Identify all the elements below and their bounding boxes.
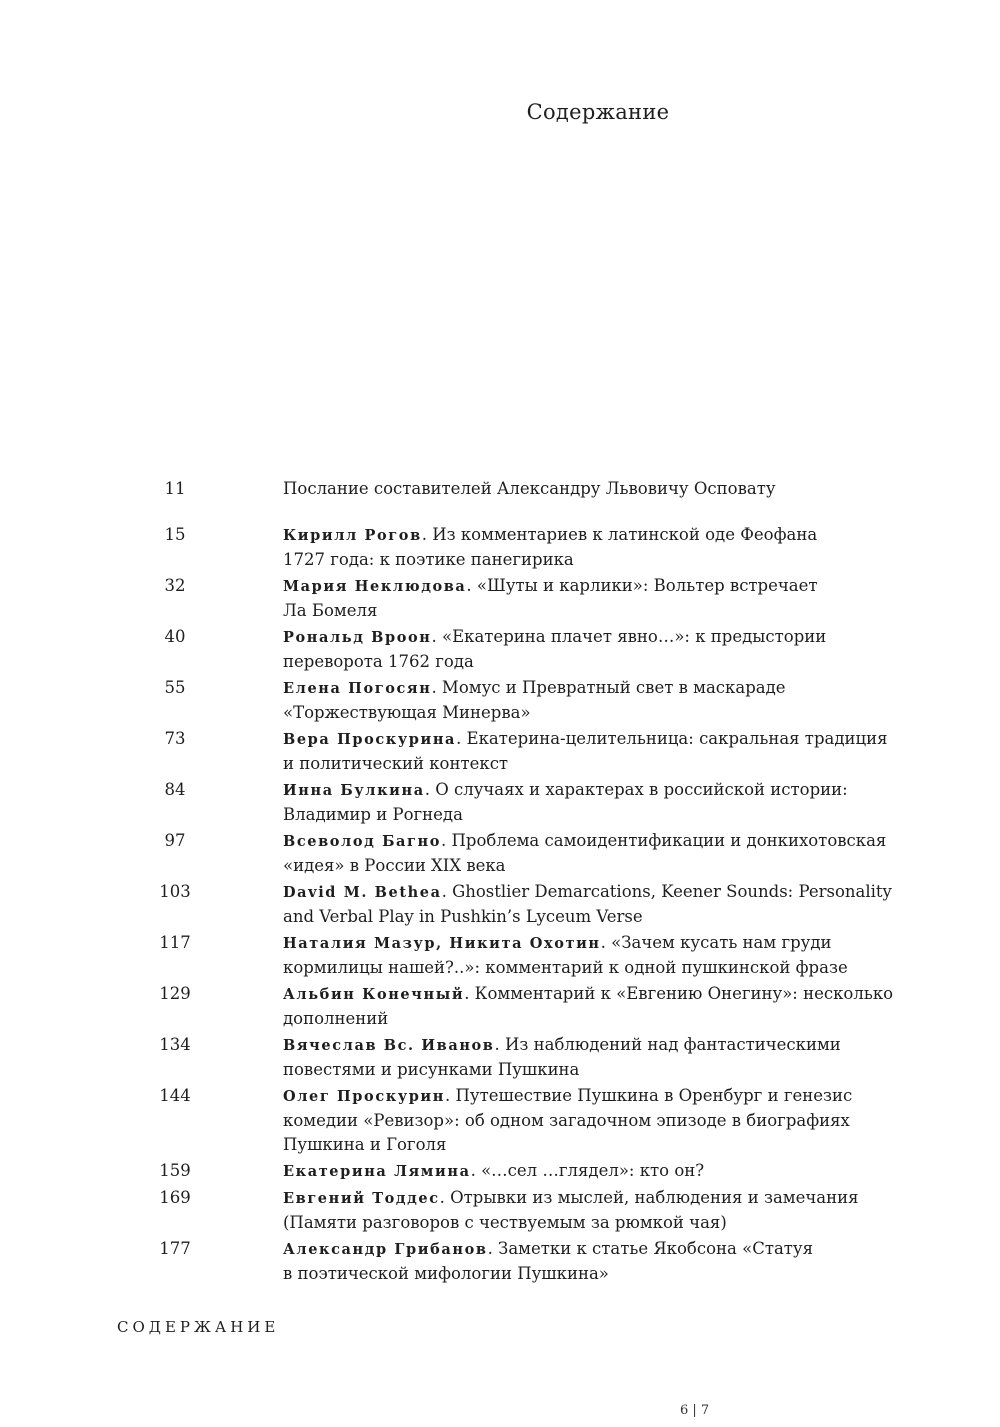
toc-title-text: «идея» в России XIX века [283, 856, 506, 875]
toc-author: Рональд Вроон [283, 629, 432, 646]
toc-entry [0, 1186, 1000, 1235]
toc-page-number: 144 [159, 1086, 191, 1105]
table-of-contents [0, 477, 1000, 1288]
toc-entry [0, 778, 1000, 827]
toc-title-text: . Проблема самоидентификации и донкихотовская [441, 831, 887, 850]
toc-entry-line [283, 778, 893, 803]
toc-entry-text [283, 880, 893, 929]
toc-entry-line [283, 676, 893, 701]
toc-page-number: 103 [159, 882, 191, 901]
toc-entry-line [283, 599, 893, 623]
toc-entry-line [283, 1084, 893, 1109]
toc-entry-text [283, 477, 893, 501]
toc-title-text: . Из комментариев к латинской оде Феофана [421, 525, 818, 544]
toc-entry-line [283, 752, 893, 776]
toc-entry [0, 574, 1000, 623]
toc-title-text: Пушкина и Гоголя [283, 1135, 447, 1154]
toc-author: Мария Неклюдова [283, 578, 467, 595]
toc-author: Инна Булкина [283, 782, 425, 799]
toc-entry-line [283, 548, 893, 572]
toc-author: Екатерина Лямина [283, 1163, 471, 1180]
toc-title-text: . Из наблюдений над фантастическими [494, 1035, 841, 1054]
toc-entry-line [283, 650, 893, 674]
toc-entry-line [283, 982, 893, 1007]
toc-title-text: повестями и рисунками Пушкина [283, 1060, 580, 1079]
toc-title-text: (Памяти разговоров с чествуемым за рюмкой чая) [283, 1213, 727, 1232]
toc-entry [0, 829, 1000, 878]
toc-entry-line [283, 625, 893, 650]
toc-page-number: 134 [159, 1035, 191, 1054]
toc-entry-line [283, 1133, 893, 1157]
toc-title-text: . «…сел …глядел»: кто он? [470, 1161, 705, 1180]
toc-entry-text [283, 1159, 893, 1184]
toc-page-number: 177 [159, 1239, 191, 1258]
toc-entry-text [283, 676, 893, 725]
toc-page-number: 40 [164, 627, 186, 646]
toc-entry-text [283, 1186, 893, 1235]
toc-title-text: and Verbal Play in Pushkin’s Lyceum Verse [283, 907, 643, 926]
toc-page-number: 73 [164, 729, 186, 748]
toc-page-number: 15 [164, 525, 186, 544]
toc-entry-line [283, 1007, 893, 1031]
toc-entry-text [283, 931, 893, 980]
toc-title-text: «Торжествующая Минерва» [283, 703, 531, 722]
toc-entry [0, 1033, 1000, 1082]
toc-author: Елена Погосян [283, 680, 432, 697]
toc-title-text: и политический контекст [283, 754, 509, 773]
toc-page-number: 129 [159, 984, 191, 1003]
toc-entry-text [283, 1237, 893, 1286]
toc-title-text: . «Зачем кусать нам груди [600, 933, 832, 952]
toc-entry [0, 1159, 1000, 1184]
toc-entry [0, 880, 1000, 929]
toc-entry [0, 1084, 1000, 1157]
toc-entry-line [283, 523, 893, 548]
toc-entry-line [283, 1033, 893, 1058]
toc-entry-line [283, 1109, 893, 1133]
toc-author: Олег Проскурин [283, 1088, 446, 1105]
toc-entry-line [283, 1211, 893, 1235]
toc-title-text: кормилицы нашей?..»: комментарий к одной пушкинской фразе [283, 958, 848, 977]
toc-entry-line [283, 905, 893, 929]
toc-entry [0, 523, 1000, 572]
toc-author: David M. Bethea [283, 884, 442, 901]
toc-entry-text [283, 1084, 893, 1157]
toc-author: Альбин Конечный [283, 986, 465, 1003]
toc-title-text: . Екатерина-целительница: сакральная традиция [456, 729, 888, 748]
toc-author: Вера Проскурина [283, 731, 457, 748]
toc-entry-text [283, 625, 893, 674]
toc-entry-line [283, 1159, 893, 1184]
toc-entry-text [283, 574, 893, 623]
toc-entry [0, 931, 1000, 980]
toc-entry [0, 625, 1000, 674]
toc-title-text: 1727 года: к поэтике панегирика [283, 550, 574, 569]
toc-page-number: 169 [159, 1188, 191, 1207]
toc-page-number: 55 [164, 678, 186, 697]
toc-author: Кирилл Рогов [283, 527, 422, 544]
toc-title-text: Ла Бомеля [283, 601, 378, 620]
toc-title-text: в поэтической мифологии Пушкина» [283, 1264, 609, 1283]
toc-title-text: комедии «Ревизор»: об одном загадочном эпизоде в биографиях [283, 1111, 850, 1130]
toc-title-text: . Момус и Превратный свет в маскараде [431, 678, 786, 697]
toc-entry-text [283, 778, 893, 827]
toc-page-number: 32 [164, 576, 186, 595]
toc-entry-line [283, 701, 893, 725]
toc-page-number: 159 [159, 1161, 191, 1180]
toc-entry-text [283, 982, 893, 1031]
toc-entry [0, 982, 1000, 1031]
toc-title-text: . Отрывки из мыслей, наблюдения и замечания [439, 1188, 859, 1207]
page-title: Содержание [526, 100, 670, 124]
toc-page-number: 11 [164, 479, 186, 498]
toc-entry-text [283, 523, 893, 572]
toc-title-text: . Комментарий к «Евгению Онегину»: несколько [464, 984, 894, 1003]
running-header: СОДЕРЖАНИЕ [117, 1318, 280, 1336]
toc-title-text: переворота 1762 года [283, 652, 474, 671]
toc-entry-line [283, 829, 893, 854]
toc-entry-line [283, 1237, 893, 1262]
toc-title-text: . «Шуты и карлики»: Вольтер встречает [466, 576, 818, 595]
toc-author: Наталия Мазур, Никита Охотин [283, 935, 601, 952]
toc-title-text: . «Екатерина плачет явно…»: к предыстории [431, 627, 827, 646]
toc-entry [0, 676, 1000, 725]
toc-entry-line [283, 1186, 893, 1211]
toc-title-text: Владимир и Рогнеда [283, 805, 463, 824]
toc-author: Евгений Тоддес [283, 1190, 440, 1207]
toc-author: Вячеслав Вс. Иванов [283, 1037, 495, 1054]
toc-entry-line [283, 1262, 893, 1286]
toc-entry [0, 727, 1000, 776]
toc-title-text: . Заметки к статье Якобсона «Статуя [487, 1239, 814, 1258]
toc-author: Александр Грибанов [283, 1241, 488, 1258]
toc-entry-line [283, 727, 893, 752]
toc-entry [0, 1237, 1000, 1286]
toc-page-number: 117 [159, 933, 191, 952]
page-folio: 6 | 7 [680, 1403, 710, 1418]
toc-title-text: Послание составителей Александру Львовичу Осповату [283, 479, 776, 498]
toc-entry-line [283, 477, 893, 501]
toc-title-text: . О случаях и характерах в российской истории: [424, 780, 848, 799]
toc-entry-text [283, 1033, 893, 1082]
toc-title-text: . Путешествие Пушкина в Оренбург и генезис [445, 1086, 853, 1105]
toc-entry-line [283, 803, 893, 827]
toc-entry-text [283, 727, 893, 776]
toc-page-number: 97 [164, 831, 186, 850]
toc-entry [0, 477, 1000, 501]
toc-entry-line [283, 574, 893, 599]
toc-author: Всеволод Багно [283, 833, 442, 850]
toc-title-text: дополнений [283, 1009, 389, 1028]
toc-entry-line [283, 1058, 893, 1082]
toc-page-number: 84 [164, 780, 186, 799]
toc-title-text: . Ghostlier Demarcations, Keener Sounds: Personality [441, 882, 892, 901]
toc-entry-line [283, 880, 893, 905]
toc-entry-text [283, 829, 893, 878]
toc-entry-line [283, 854, 893, 878]
toc-entry-line [283, 931, 893, 956]
toc-entry-line [283, 956, 893, 980]
